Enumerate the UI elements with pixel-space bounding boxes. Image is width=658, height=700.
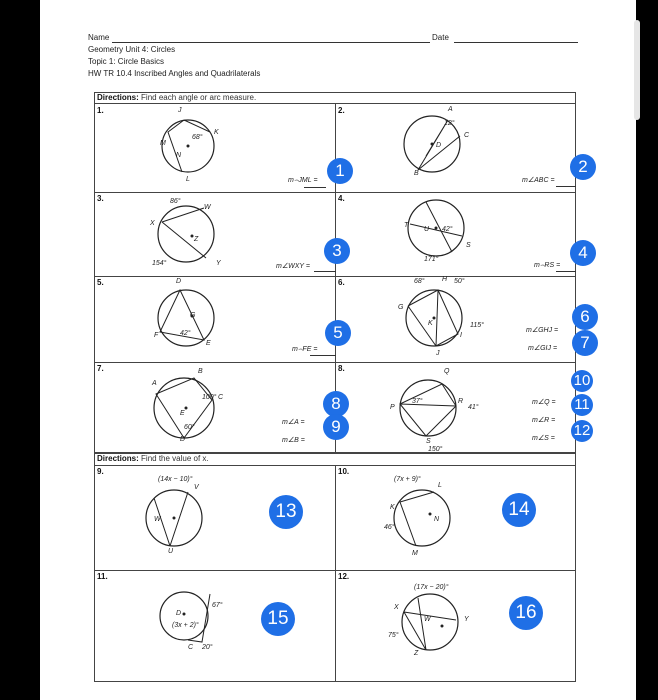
p11-label-D: D	[176, 610, 182, 617]
badge-8: 8	[323, 391, 349, 417]
p3-label-arc: 86°	[170, 198, 181, 205]
p6-label-G: G	[398, 304, 404, 311]
p1-prompt: m⌢JML =	[288, 177, 318, 184]
badge-6: 6	[572, 304, 598, 330]
p8-label-P: P	[390, 404, 395, 411]
p4-label-T: T	[404, 222, 409, 229]
p12-label-Y: Y	[464, 616, 469, 623]
problem-2-diagram	[400, 110, 480, 190]
p8-label-R: R	[458, 398, 464, 405]
p7-prompt-2: m∠B =	[282, 437, 305, 444]
p7-label-B: B	[198, 368, 203, 375]
p6-label-arc1: 68°	[414, 278, 425, 285]
p2-label-C: C	[464, 132, 470, 139]
p9-label-V: V	[194, 484, 199, 491]
problem-5-diagram	[154, 284, 234, 364]
p7-label-A: A	[152, 380, 157, 387]
p5-label-angle: 42°	[180, 330, 191, 337]
p3-label-W: W	[204, 204, 211, 211]
problem-6-number: 6.	[338, 278, 345, 287]
p3-label-Y: Y	[216, 260, 221, 267]
p6-prompt-2: m∠GIJ =	[528, 345, 558, 352]
p11-label-arc: 67°	[212, 602, 223, 609]
problem-8-number: 8.	[338, 364, 345, 373]
badge-4: 4	[570, 240, 596, 266]
p4-label-S: S	[466, 242, 471, 249]
badge-1: 1	[327, 158, 353, 184]
p8-prompt-2: m∠R =	[532, 417, 556, 424]
p11-label-C: C	[188, 644, 194, 651]
p8-label-angle2: 41°	[468, 404, 479, 411]
problem-10-diagram	[390, 484, 470, 564]
p3-label-Z: Z	[194, 236, 199, 243]
p6-label-arc2: 50°	[454, 278, 465, 285]
p4-label-arc: 171°	[424, 256, 439, 263]
p1-label-J: J	[178, 107, 182, 114]
problem-7-diagram	[150, 370, 230, 450]
badge-13: 13	[269, 495, 303, 529]
p2-label-D: D	[436, 142, 442, 149]
problem-10-number: 10.	[338, 467, 350, 476]
p10-label-M: M	[412, 550, 418, 557]
p12-label-Z: Z	[414, 650, 419, 657]
p10-label-L: L	[438, 482, 442, 489]
p10-label-N: N	[434, 516, 440, 523]
name-label: Name	[88, 33, 110, 42]
p8-label-angle1: 37°	[412, 398, 423, 405]
p6-prompt-1: m∠GHJ =	[526, 327, 559, 334]
p4-label-angle: 42°	[442, 226, 453, 233]
worksheet-page	[40, 0, 636, 700]
problem-7-number: 7.	[97, 364, 104, 373]
p11-label-expr: (3x + 2)°	[172, 622, 199, 629]
p6-label-J: J	[436, 350, 440, 357]
p12-label-W: W	[424, 616, 431, 623]
problem-4-diagram	[406, 196, 486, 276]
badge-15: 15	[261, 602, 295, 636]
name-line	[112, 42, 430, 43]
p4-label-U: U	[424, 226, 430, 233]
p9-label-expr: (14x − 10)°	[158, 476, 193, 483]
p8-label-Q: Q	[444, 368, 450, 375]
p1-label-M: M	[160, 140, 166, 147]
p3-label-arc2: 154°	[152, 260, 167, 267]
badge-14: 14	[502, 493, 536, 527]
p5-label-G: G	[190, 312, 196, 319]
problem-12-number: 12.	[338, 572, 350, 581]
p10-label-angle: 46°	[384, 524, 395, 531]
p6-label-K: K	[428, 320, 433, 327]
directions-1: Directions: Find each angle or arc measure.	[97, 93, 257, 102]
p5-label-D: D	[176, 278, 182, 285]
p7-label-E: E	[180, 410, 185, 417]
p3-prompt: m∠WXY =	[276, 263, 310, 270]
problem-3-number: 3.	[97, 194, 104, 203]
p8-label-arc: 150°	[428, 446, 443, 453]
badge-2: 2	[570, 154, 596, 180]
p2-label-B: B	[414, 170, 419, 177]
problem-9-number: 9.	[97, 467, 104, 476]
badge-11: 11	[571, 394, 593, 416]
p1-label-N: N	[176, 152, 182, 159]
p6-label-H: H	[442, 276, 448, 283]
problem-sheet	[94, 92, 591, 682]
p12-label-expr: (17x − 20)°	[414, 584, 449, 591]
p2-prompt: m∠ABC =	[522, 177, 555, 184]
badge-9: 9	[323, 414, 349, 440]
assignment-title: HW TR 10.4 Inscribed Angles and Quadrilaterals	[88, 69, 261, 78]
date-line	[454, 42, 578, 43]
p7-label-C: C	[218, 394, 224, 401]
p10-label-K: K	[390, 504, 395, 511]
problem-11-number: 11.	[97, 572, 108, 581]
p7-prompt-1: m∠A =	[282, 419, 305, 426]
p9-label-W: W	[154, 516, 161, 523]
p6-label-I: I	[460, 332, 462, 339]
badge-12: 12	[571, 420, 593, 442]
problem-1-diagram	[156, 114, 236, 194]
p5-label-E: E	[206, 340, 211, 347]
problem-4-number: 4.	[338, 194, 345, 203]
p11-label-angle: 20°	[202, 644, 213, 651]
course-title: Geometry Unit 4: Circles	[88, 45, 176, 54]
p6-label-arc3: 115°	[470, 322, 484, 329]
badge-10: 10	[571, 370, 593, 392]
p2-label-angle: 12°	[444, 120, 455, 127]
scrollbar[interactable]	[634, 20, 640, 120]
problem-5-number: 5.	[97, 278, 104, 287]
problem-12-diagram	[398, 590, 478, 670]
problem-2-number: 2.	[338, 106, 345, 115]
p5-prompt: m⌢FE =	[292, 346, 318, 353]
p1-label-L: L	[186, 176, 190, 183]
p7-label-angle1: 100°	[202, 394, 217, 401]
topic-title: Topic 1: Circle Basics	[88, 57, 165, 66]
badge-7: 7	[572, 330, 598, 356]
directions-2: Directions: Find the value of x.	[97, 454, 209, 463]
p8-prompt-1: m∠Q =	[532, 399, 556, 406]
p2-label-A: A	[448, 106, 453, 113]
p1-label-angle: 68°	[192, 134, 203, 141]
p12-label-X: X	[394, 604, 399, 611]
p10-label-expr: (7x + 9)°	[394, 476, 421, 483]
p7-label-D: D	[180, 436, 186, 443]
date-label: Date	[432, 33, 449, 42]
p12-label-angle: 75°	[388, 632, 399, 639]
p5-label-F: F	[154, 332, 159, 339]
badge-5: 5	[325, 320, 351, 346]
problem-1-number: 1.	[97, 106, 104, 115]
badge-3: 3	[324, 238, 350, 264]
p7-label-angle2: 60°	[184, 424, 195, 431]
p8-prompt-3: m∠S =	[532, 435, 555, 442]
p9-label-U: U	[168, 548, 174, 555]
p3-label-X: X	[150, 220, 155, 227]
p8-label-S: S	[426, 438, 431, 445]
badge-16: 16	[509, 596, 543, 630]
problem-8-diagram	[396, 374, 476, 454]
p4-prompt: m⌢RS =	[534, 262, 561, 269]
p1-label-K: K	[214, 129, 219, 136]
